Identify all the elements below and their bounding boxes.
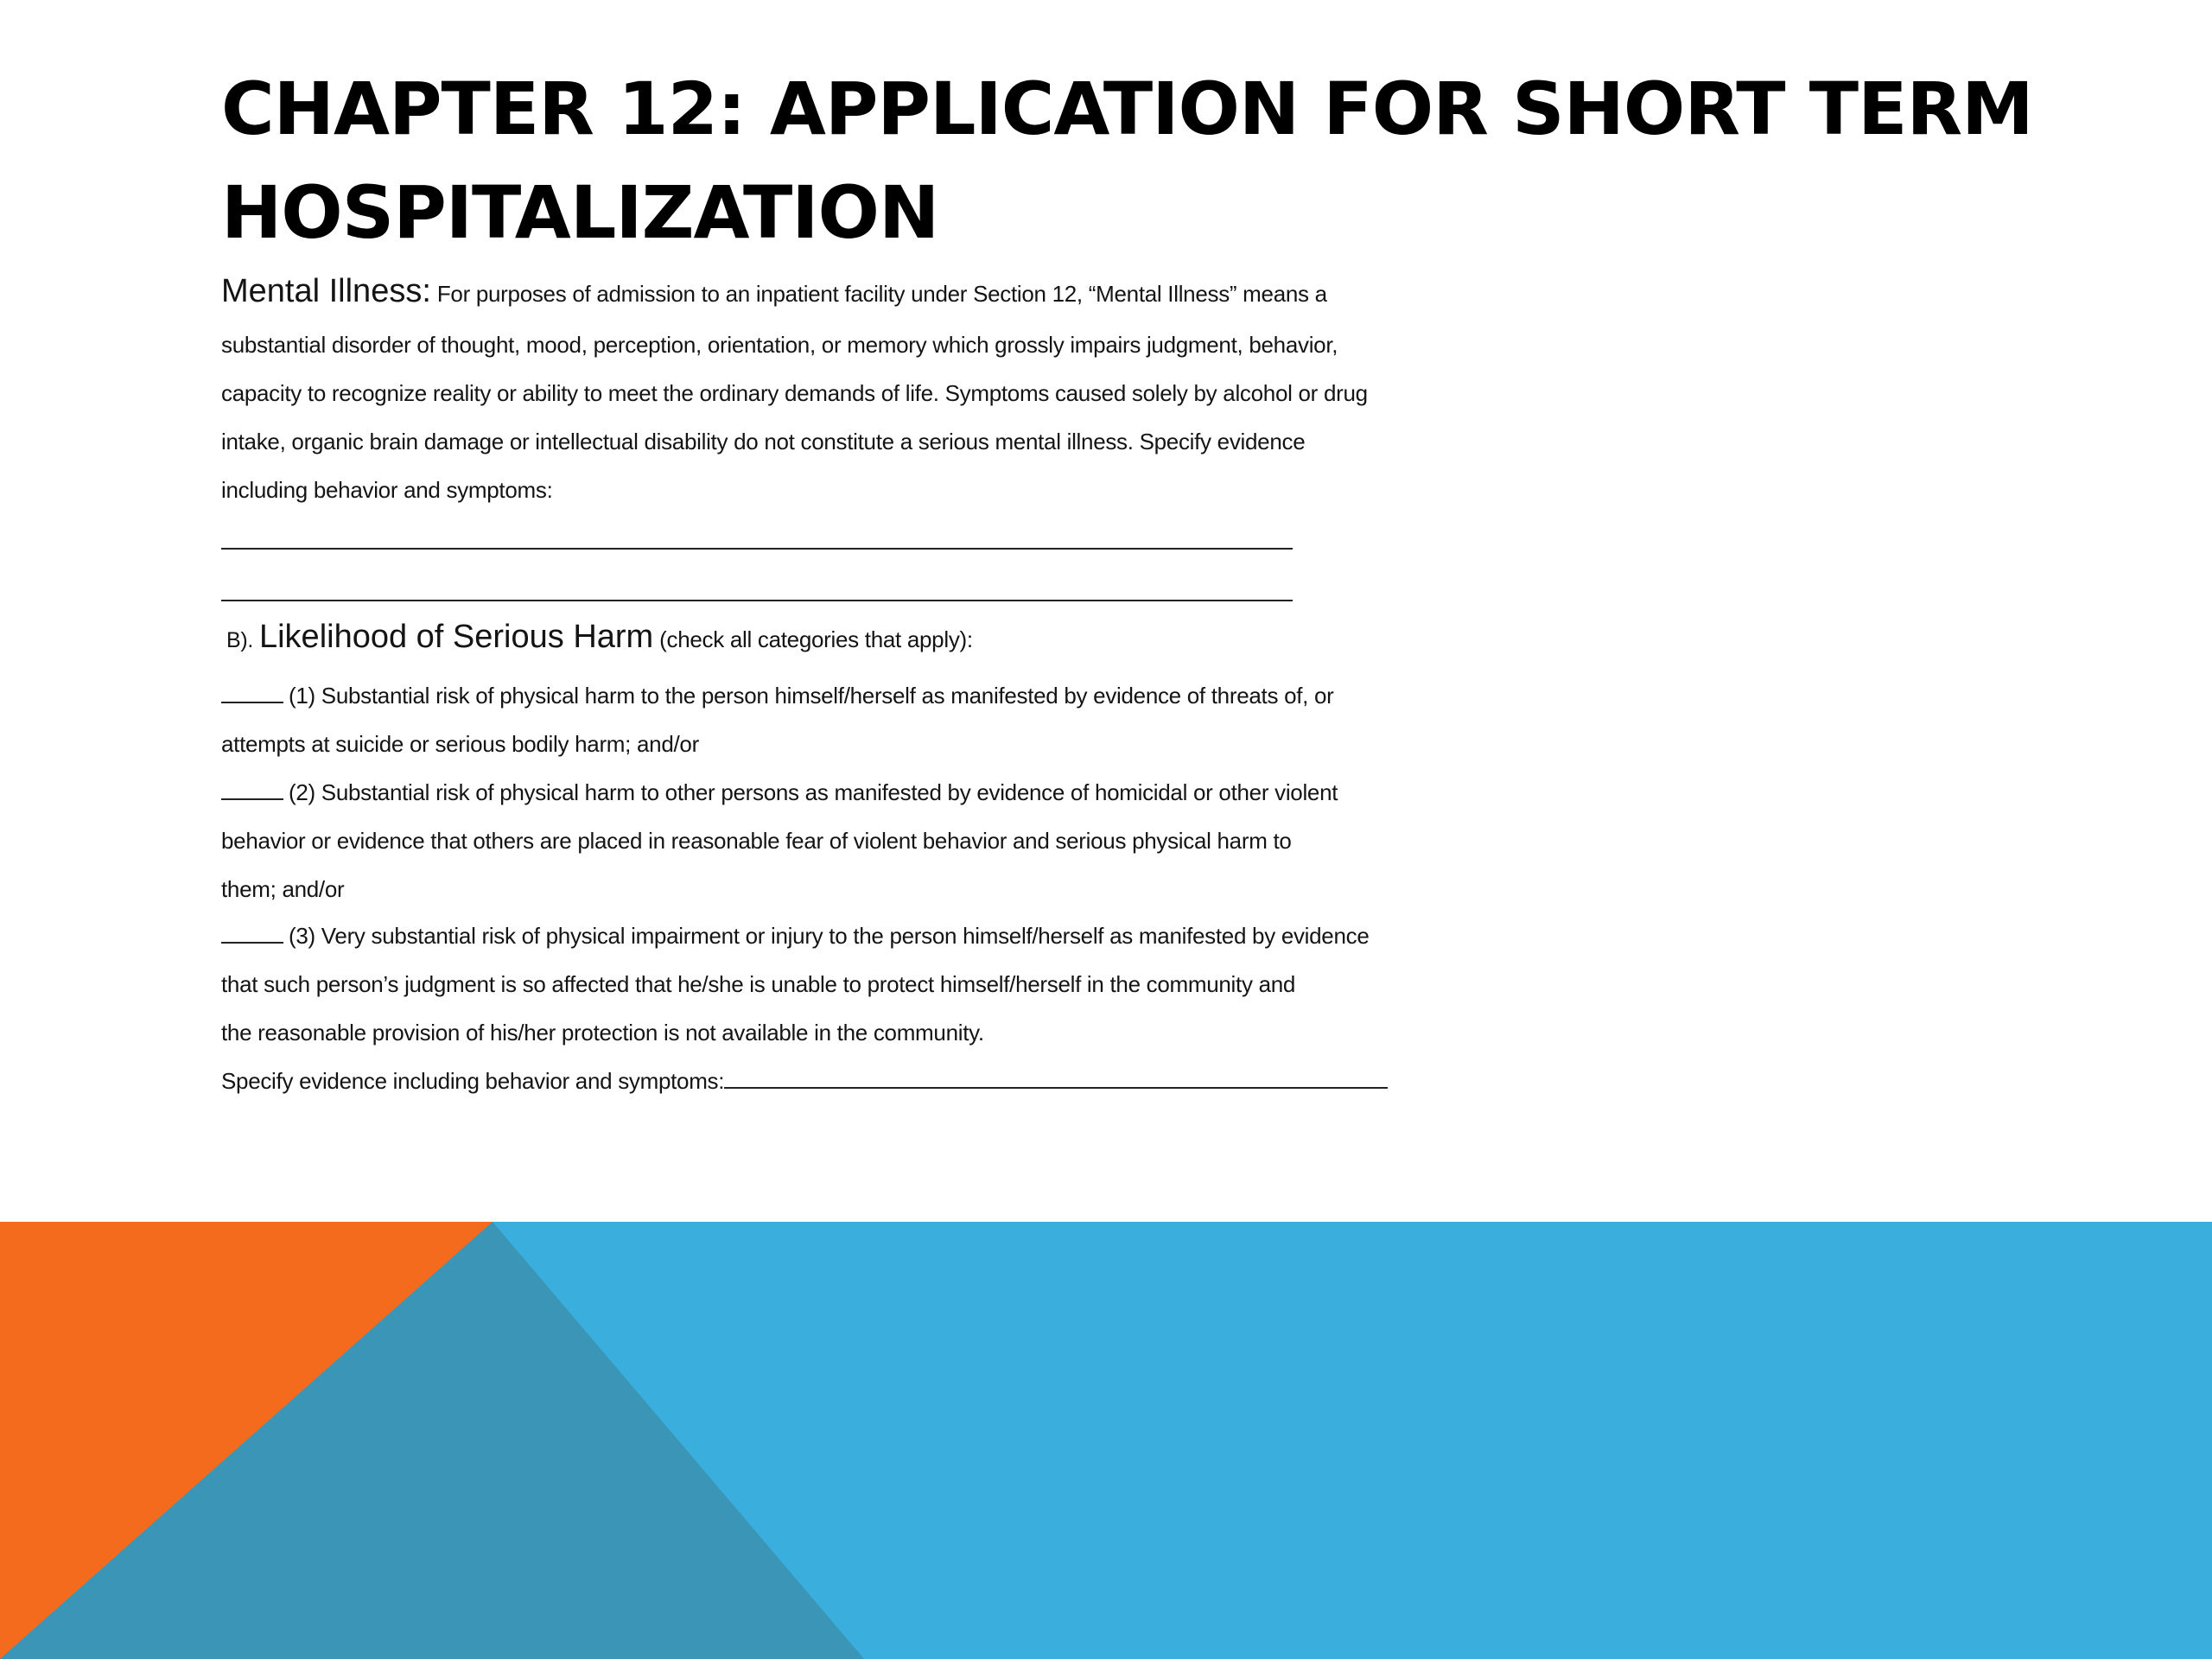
slide-title: CHAPTER 12: APPLICATION FOR SHORT TERM HOSPITALIZATION bbox=[221, 67, 2033, 255]
harm-item-2 bbox=[221, 779, 1500, 806]
checkbox-blank-3[interactable] bbox=[221, 923, 283, 944]
evidence-answer-line[interactable] bbox=[724, 1068, 1388, 1089]
mental-illness-text-5: including behavior and symptoms: bbox=[221, 477, 553, 503]
harm-item-3-cont-2: the reasonable provision of his/her protection is not available in the community. bbox=[221, 1020, 984, 1046]
mental-illness-text-1: For purposes of admission to an inpatient facility under Section 12, “Mental Illness” means a bbox=[436, 281, 1327, 307]
harm-item-1 bbox=[221, 683, 1500, 709]
harm-note: (check all categories that apply): bbox=[659, 626, 973, 652]
mental-illness-text-4: intake, organic brain damage or intellectual disability do not constitute a serious mental illness. Specify evidence bbox=[221, 429, 1306, 454]
checkbox-blank-1[interactable] bbox=[221, 683, 283, 703]
answer-line-1[interactable] bbox=[221, 548, 1293, 550]
checkbox-blank-2[interactable] bbox=[221, 779, 283, 800]
harm-item-1-text: (1) Substantial risk of physical harm to the person himself/herself as manifested by evidence of threats of, or bbox=[289, 683, 1334, 709]
harm-item-1-cont: attempts at suicide or serious bodily harm; and/or bbox=[221, 731, 699, 757]
evidence-line bbox=[221, 1068, 1500, 1095]
harm-heading bbox=[226, 619, 1505, 656]
harm-item-2-cont-1: behavior or evidence that others are placed in reasonable fear of violent behavior and serious physical harm to bbox=[221, 828, 1292, 854]
mental-illness-text-2: substantial disorder of thought, mood, perception, orientation, or memory which grossly impairs judgment, behavior, bbox=[221, 332, 1338, 358]
mental-illness-text-3: capacity to recognize reality or ability to meet the ordinary demands of life. Symptoms caused solely by alcohol or drug bbox=[221, 380, 1368, 406]
decorative-footer bbox=[0, 1222, 2212, 1659]
harm-label: Likelihood of Serious Harm bbox=[258, 619, 654, 655]
mental-illness-line-1 bbox=[221, 273, 1500, 310]
harm-prefix: B). bbox=[226, 628, 254, 652]
mental-illness-label: Mental Illness: bbox=[221, 273, 431, 309]
harm-item-2-text: (2) Substantial risk of physical harm to other persons as manifested by evidence of homicidal or other violent bbox=[289, 779, 1338, 805]
harm-item-3 bbox=[221, 923, 1500, 950]
harm-item-3-cont-1: that such person’s judgment is so affected that he/she is unable to protect himself/herself in the community and bbox=[221, 971, 1296, 997]
harm-item-2-cont-2: them; and/or bbox=[221, 876, 345, 902]
evidence-label: Specify evidence including behavior and symptoms: bbox=[221, 1068, 725, 1094]
answer-line-2[interactable] bbox=[221, 600, 1293, 601]
harm-item-3-text: (3) Very substantial risk of physical impairment or injury to the person himself/herself as manifested by evidence bbox=[289, 923, 1370, 949]
